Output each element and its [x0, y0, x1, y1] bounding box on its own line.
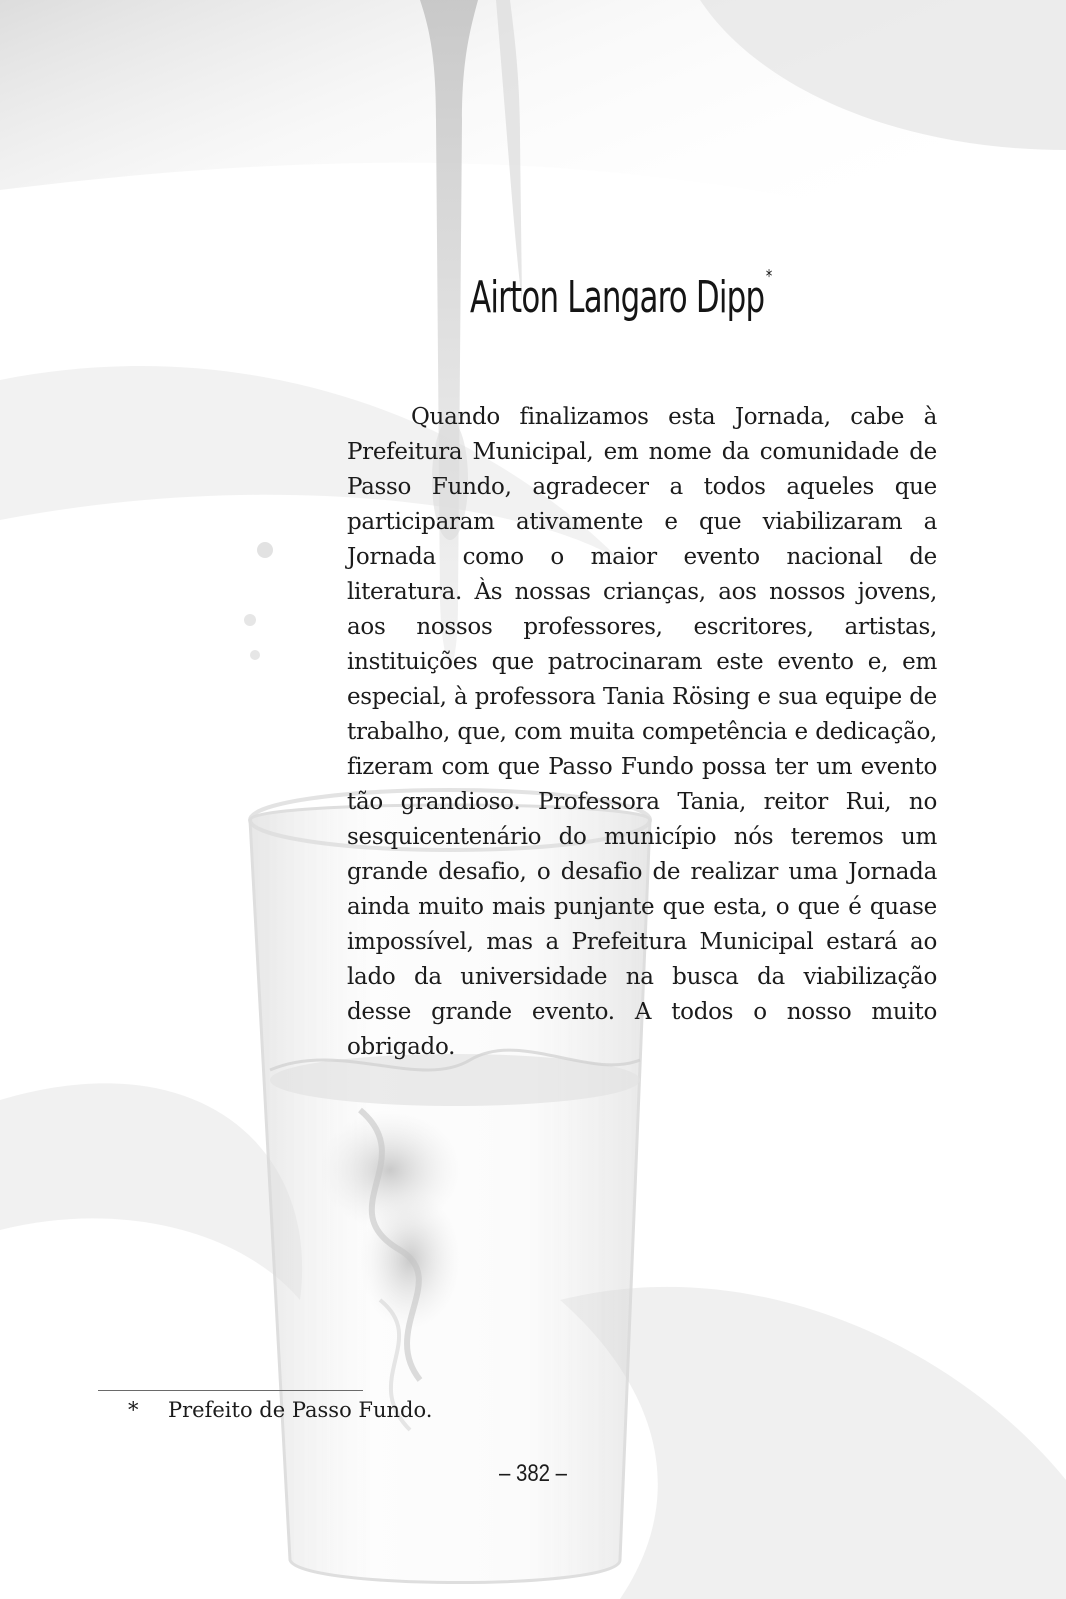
- footnote-divider: [98, 1390, 363, 1391]
- footnote-reference: *: [765, 266, 772, 288]
- author-name: Airton Langaro Dipp: [470, 272, 765, 323]
- footnote-text: Prefeito de Passo Fundo.: [168, 1398, 433, 1422]
- article-body-paragraph: Quando finalizamos esta Jornada, cabe à Prefeitura Municipal, em nome da comunidade de Passo Fundo, agradecer a todos aqueles que participaram ativamente e que viabilizaram a Jornada como o maior evento nacional de literatura. Às nossas crianças, aos nossos jovens, aos nossos professores, escritores, artistas, instituições que patrocinaram este evento e, em especial, à professora Tania Rösing e sua equipe de trabalho, que, com muita competência e dedicação, fizeram com que Passo Fundo possa ter um evento tão grandioso. Professora Tania, reitor Rui, no sesquicentenário do município nós teremos um grande desafio, o desafio de realizar uma Jornada ainda muito mais punjante que esta, o que é quase impossível, mas a Prefeitura Municipal estará ao lado da universidade na busca da viabilização desse grande evento. A todos o nosso muito obrigado.: [347, 404, 937, 1060]
- footnote: [128, 1398, 432, 1422]
- article-title: [470, 266, 860, 323]
- page-number: – 382 –: [498, 1460, 568, 1487]
- footnote-marker: *: [128, 1398, 139, 1422]
